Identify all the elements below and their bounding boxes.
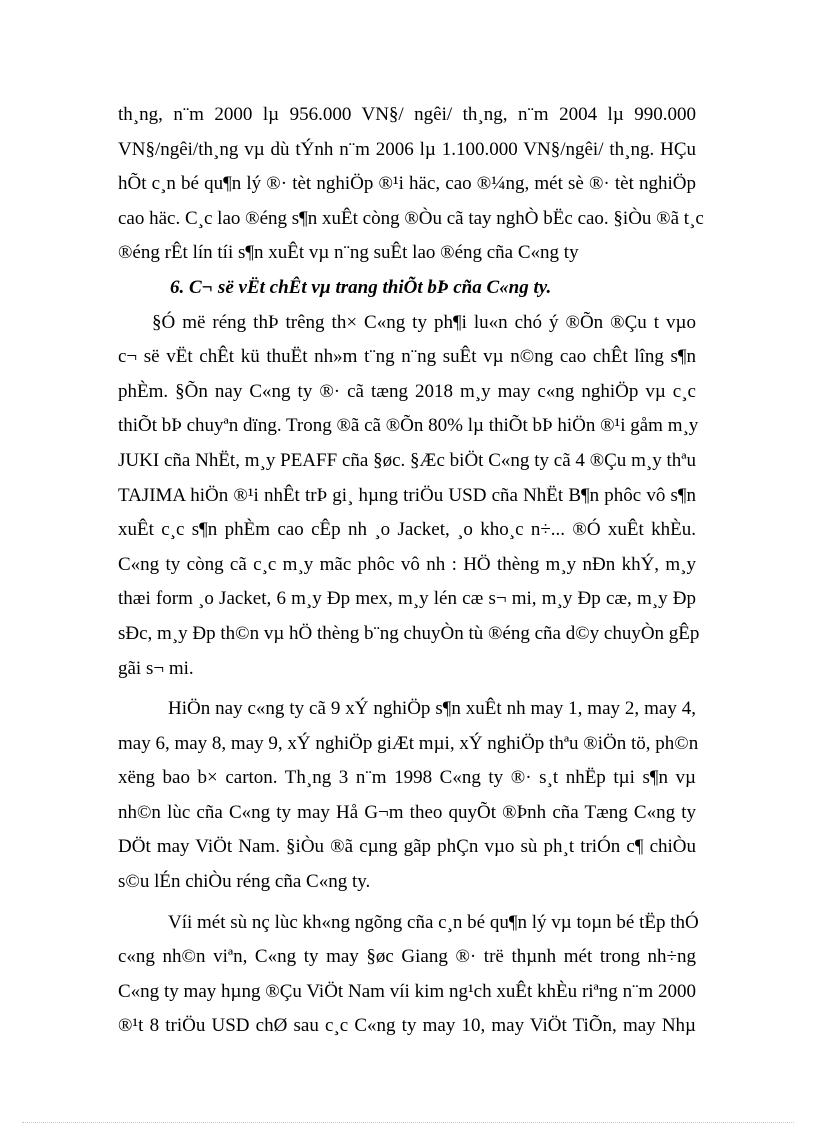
paragraph-achievement (118, 906, 699, 1044)
text-line: c¬ së vËt chÊt kü thuËt nh»m t¨ng n¨ng suÊt vµ n©ng cao chÊt lîng s¶n (118, 346, 696, 368)
text-line: C«ng ty còng cã c¸c m¸y mãc phôc vô nh : HÖ thèng m¸y nÐn khÝ, m¸y (118, 553, 696, 575)
text-line: JUKI cña NhËt, m¸y PEAFF cña §øc. §Æc biÖt C«ng ty cã 4 ®Çu m¸y thªu (118, 449, 696, 471)
text-line: c«ng nh©n viªn, C«ng ty may §øc Giang ®· trë thµnh mét trong nh÷ng (118, 946, 696, 968)
text-line: may 6, may 8, may 9, xÝ nghiÖp giÆt mµi, xÝ nghiÖp thªu ®iÖn tö, ph©n (118, 732, 699, 754)
text-line: TAJIMA hiÖn ®¹i nhÊt trÞ gi¸ hµng triÖu USD cña NhËt B¶n phôc vô s¶n (118, 484, 696, 506)
text-line: DÖt may ViÖt Nam. §iÒu ®ã cµng gãp phÇn vµo sù ph¸t triÓn c¶ chiÒu (118, 836, 696, 858)
text-line: VN§/ngêi/th¸ng vµ dù tÝnh n¨m 2006 lµ 1.100.000 VN§/ngêi/ th¸ng. HÇu (118, 138, 696, 160)
text-line: hÕt c¸n bé qu¶n lý ®· tèt nghiÖp ®¹i häc, cao ®¼ng, mét sè ®· tèt nghiÖp (118, 173, 696, 195)
text-line: §Ó më réng thÞ trêng th× C«ng ty ph¶i lu«n chó ý ®Õn ®Çu t vµo (152, 311, 696, 333)
text-line: th¸ng, n¨m 2000 lµ 956.000 VN§/ ngêi/ th¸ng, n¨m 2004 lµ 990.000 (118, 104, 696, 125)
text-line: nh©n lùc cña C«ng ty may Hå G¬m theo quyÕt ®Þnh cña Tæng C«ng ty (118, 801, 696, 823)
text-line: Víi mét sù nç lùc kh«ng ngõng cña c¸n bé qu¶n lý vµ toµn bé tËp thÓ (168, 911, 699, 933)
paragraph-enterprises (118, 692, 699, 900)
text-line: s©u lÉn chiÒu réng cña C«ng ty. (118, 871, 371, 893)
section-heading: 6. C¬ së vËt chÊt vµ trang thiÕt bÞ cña C«ng ty. (170, 276, 552, 298)
text-line: HiÖn nay c«ng ty cã 9 xÝ nghiÖp s¶n xuÊt nh may 1, may 2, may 4, (168, 698, 696, 720)
text-line: sÐc, m¸y Ðp th©n vµ hÖ thèng b¨ng chuyÒn tù ®éng cña d©y chuyÒn gÊp (118, 622, 700, 644)
text-line: gãi s¬ mi. (118, 657, 194, 679)
text-line: C«ng ty may hµng ®Çu ViÖt Nam víi kim ng¹ch xuÊt khÈu riªng n¨m 2000 (118, 980, 696, 1002)
text-line: xuÊt c¸c s¶n phÈm cao cÊp nh ¸o Jacket, ¸o kho¸c n÷... ®Ó xuÊt khÈu. (118, 519, 696, 541)
text-line: thiÕt bÞ chuyªn dïng. Trong ®ã cã ®Õn 80% lµ thiÕt bÞ hiÖn ®¹i gåm m¸y (118, 415, 699, 437)
text-line: phÈm. §Õn nay C«ng ty ®· cã tæng 2018 m¸y may c«ng nghiÖp vµ c¸c (118, 380, 696, 402)
text-line: ®¹t 8 triÖu USD chØ sau c¸c C«ng ty may 10, may ViÖt TiÕn, may Nhµ (118, 1015, 696, 1037)
text-line: thæi form ¸o Jacket, 6 m¸y Ðp mex, m¸y lén cæ s¬ mi, m¸y Ðp cæ, m¸y Ðp (118, 588, 696, 610)
paragraph-intro (118, 98, 704, 271)
text-line: ®éng rÊt lín tíi s¶n xuÊt vµ n¨ng suÊt lao ®éng cña C«ng ty (118, 242, 579, 264)
text-line: cao häc. C¸c lao ®éng s¶n xuÊt còng ®Òu cã tay nghÒ bËc cao. §iÒu ®ã t¸c (118, 207, 704, 229)
document-body (118, 98, 704, 1044)
text-line: xëng bao b× carton. Th¸ng 3 n¨m 1998 C«ng ty ®· s¸t nhËp tµi s¶n vµ (118, 767, 696, 789)
paragraph-equipment (118, 306, 700, 687)
